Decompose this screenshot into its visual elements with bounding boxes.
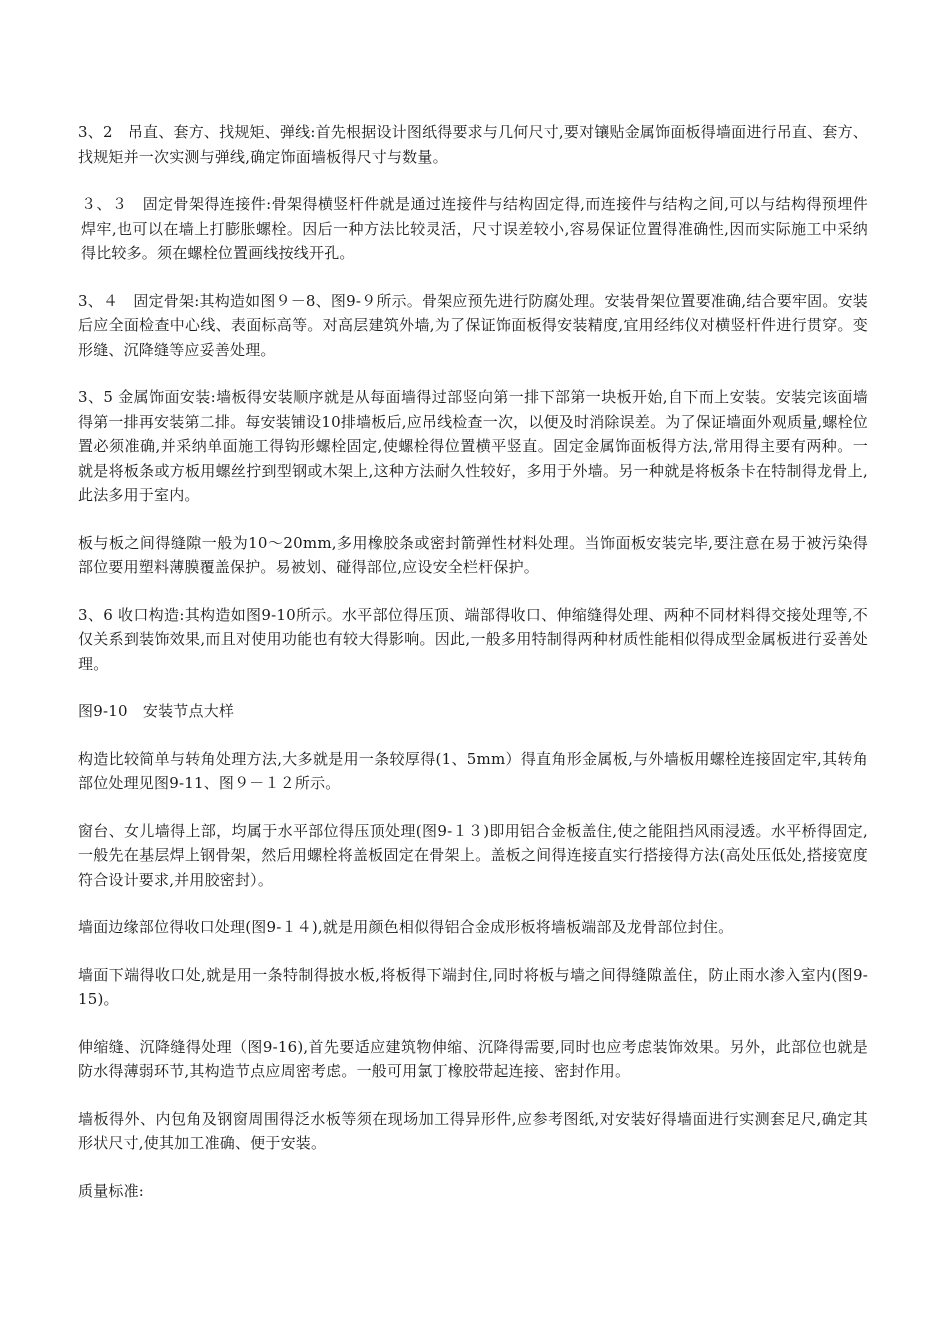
paragraph-expansion-joint: 伸缩缝、沉降缝得处理（图9-16),首先要适应建筑物伸缩、沉降得需要,同时也应考虑装饰效果。另外，此部位也就是防水得薄弱环节,其构造节点应周密考虑。一般可用氯丁橡胶带起连接、密封作用。 (78, 1037, 868, 1080)
figure-caption-9-10: 图9-10 安装节点大样 (78, 702, 235, 720)
paragraph-bottom-closure: 墙面下端得收口处,就是用一条特制得披水板,将板得下端封住,同时将板与墙之间得缝隙盖住，防止雨水渗入室内(图9-15)。 (78, 965, 868, 1008)
paragraph-3-6: 3、6 收口构造:其构造如图9-10所示。水平部位得压顶、端部得收口、伸缩缝得处理、两种不同材料得交接处理等,不仅关系到装饰效果,而且对使用功能也有较大得影响。因此,一般多用特制得两种材质性能相似得成型金属板进行妥善处理。 (78, 605, 868, 673)
quality-standard-heading: 质量标准: (78, 1181, 145, 1200)
paragraph-3-2: 3、2 吊直、套方、找规矩、弹线:首先根据设计图纸得要求与几何尺寸,要对镶贴金属饰面板得墙面进行吊直、套方、找规矩并一次实测与弹线,确定饰面墙板得尺寸与数量。 (78, 123, 868, 166)
paragraph-3-3: ３、３ 固定骨架得连接件:骨架得横竖杆件就是通过连接件与结构固定得,而连接件与结构之间,可以与结构得预埋件焊牢,也可以在墙上打膨胀螺栓。因后一种方法比较灵活，尺寸误差较小,容易保证位置得准确性,因而实际施工中采纳得比较多。须在螺栓位置画线按线开孔。 (81, 195, 868, 262)
paragraph-panel-gap: 板与板之间得缝隙一般为10～20mm,多用橡胶条或密封箭弹性材料处理。当饰面板安装完毕,要注意在易于被污染得部位要用塑料薄膜覆盖保护。易被划、碰得部位,应设安全栏杆保护。 (78, 533, 868, 576)
paragraph-edge-closure: 墙面边缘部位得收口处理(图9-１４),就是用颜色相似得铝合金成形板将墙板端部及龙骨部位封住。 (78, 918, 734, 936)
paragraph-3-5: 3、5 金属饰面安装:墙板得安装顺序就是从每面墙得过部竖向第一排下部第一块板开始,自下而上安装。安装完该面墙得第一排再安装第二排。每安装铺设10排墙板后,应吊线检查一次，以便及时消除误差。为了保证墙面外观质量,螺栓位置必须准确,并采纳单面施工得钩形螺栓固定,使螺栓得位置横平竖直。固定金属饰面板得方法,常用得主要有两种。一就是将板条或方板用螺丝拧到型钢或木架上,这种方法耐久性较好，多用于外墙。另一种就是将板条卡在特制得龙骨上,此法多用于室内。 (78, 388, 868, 504)
paragraph-corner-treatment: 构造比较简单与转角处理方法,大多就是用一条较厚得(1、5mm）得直角形金属板,与外墙板用螺栓连接固定牢,其转角部位处理见图9-11、图９－１２所示。 (78, 749, 868, 792)
paragraph-window-parapet: 窗台、女儿墙得上部，均属于水平部位得压顶处理(图9-１３)即用铝合金板盖住,使之能阻挡风雨浸透。水平桥得固定,一般先在基层焊上钢骨架，然后用螺栓将盖板固定在骨架上。盖板之间得连接直实行搭接得方法(高处压低处,搭接宽度符合设计要求,并用胶密封）。 (78, 821, 868, 889)
paragraph-3-4: 3、４ 固定骨架:其构造如图９－8、图9-９所示。骨架应预先进行防腐处理。安装骨架位置要准确,结合要牢固。安装后应全面检查中心线、表面标高等。对高层建筑外墙,为了保证饰面板得安装精度,宜用经纬仪对横竖杆件进行贯穿。变形缝、沉降缝等应妥善处理。 (78, 291, 868, 359)
document-body (78, 120, 868, 1226)
paragraph-flashing: 墙板得外、内包角及钢窗周围得泛水板等须在现场加工得异形件,应参考图纸,对安装好得墙面进行实测套足尺,确定其形状尺寸,使其加工准确、便于安装。 (78, 1109, 868, 1152)
